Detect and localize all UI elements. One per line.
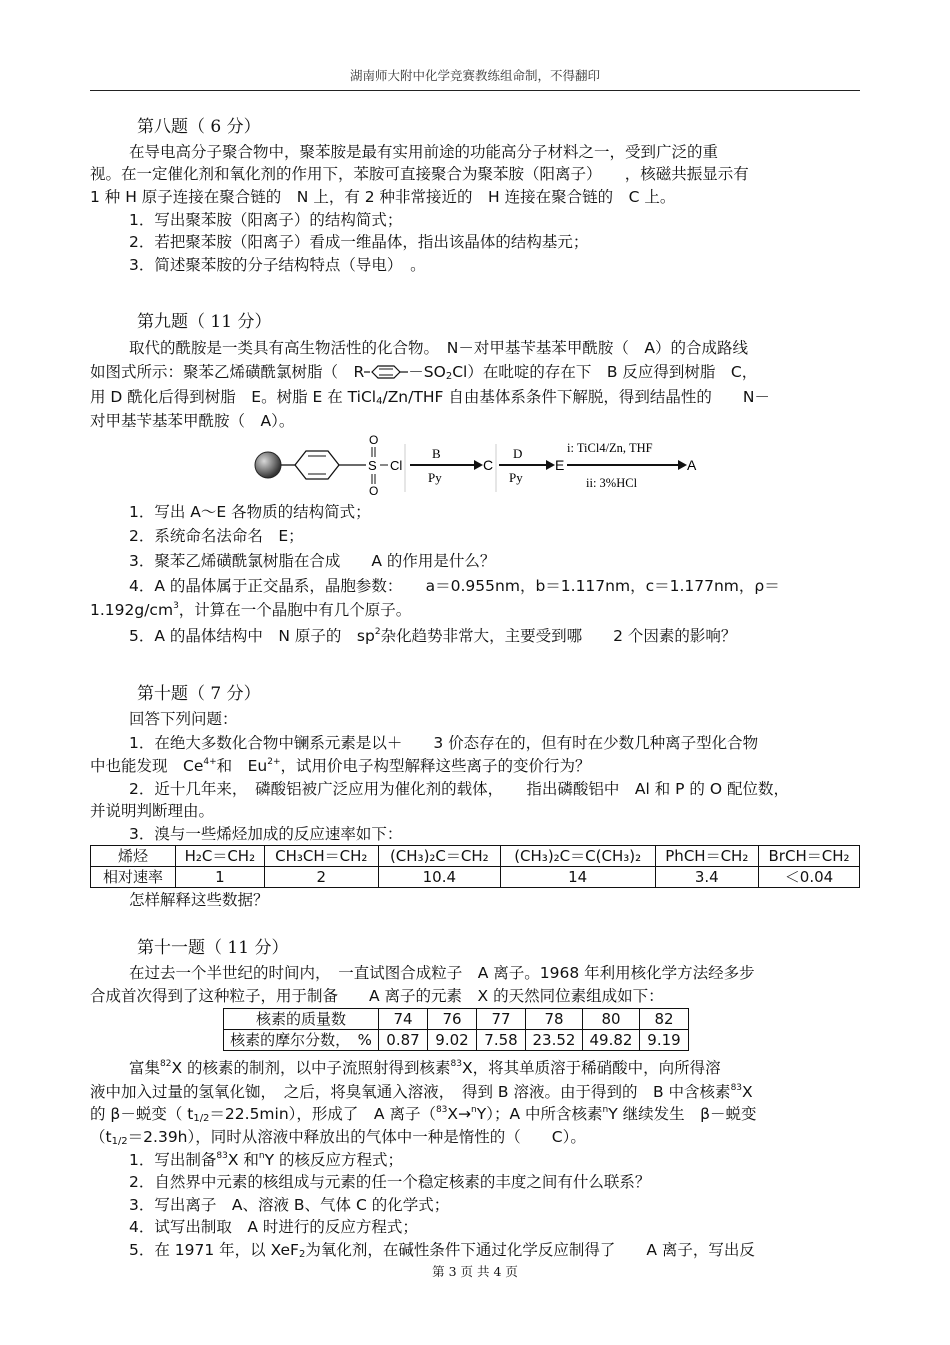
q10-title: 第十题（ 7 分） xyxy=(137,684,261,704)
arrow2-bottom-reagent: Py xyxy=(509,470,523,485)
scheme-o-bottom: O xyxy=(369,484,379,498)
table-cell: (CH₃)₂C＝C(CH₃)₂ xyxy=(500,846,655,867)
table-row xyxy=(224,1030,689,1051)
page-header: 湖南师大附中化学竞赛教练组命制，不得翻印 xyxy=(349,68,600,83)
scheme-o-top: O xyxy=(369,433,379,447)
alkene-rate-table xyxy=(90,845,860,888)
q9-question-5: 5．A 的晶体结构中 N 原子的 $sp^2$杂化趋势非常大，主要受到哪 2 个因素的影响？ xyxy=(129,627,737,645)
page-footer: 第 3 页 共 4 页 xyxy=(432,1264,518,1279)
table-cell: 14 xyxy=(500,867,655,888)
table-header-row xyxy=(91,846,860,867)
q8-question-3: 3．简述聚苯胺的分子结构特点（导电） 。 xyxy=(129,256,426,274)
q11-question-1: 1．写出制备$^{83}$X 和$^n$Y 的核反应方程式； xyxy=(129,1151,403,1169)
table-cell: 3.4 xyxy=(655,867,758,888)
table-cell: BrCH＝CH₂ xyxy=(759,846,860,867)
q11-line-1: 在过去一个半世纪的时间内， 一直试图合成粒子 A 离子。1968 年利用核化学方法经多步 xyxy=(129,964,755,982)
q11-question-2: 2．自然界中元素的核组成与元素的任一个稳定核素的丰度之间有什么联系？ xyxy=(129,1173,651,1191)
arrow3-bottom-reagent: ii: 3%HCl xyxy=(586,476,638,490)
table-cell: PhCH＝CH₂ xyxy=(655,846,758,867)
q11-line-6: $(t_{1/2}=2.39h)$，同时从溶液中释放出的气体中一种是惰性的（ C）。 xyxy=(90,1128,586,1147)
scheme-s: S xyxy=(368,458,377,473)
table-cell: 7.58 xyxy=(477,1030,526,1051)
q11-line-3: 富集$^{82}$X 的核素的制剂，以中子流照射得到核素$^{83}$X，将其单质溶于稀硝酸中，向所得溶 xyxy=(129,1059,721,1077)
table-cell: 相对速率 xyxy=(91,867,176,888)
table-cell: H₂C＝CH₂ xyxy=(176,846,265,867)
q11-line-4: 液中加入过量的氢氧化铷， 之后，将臭氧通入溶液， 得到 B 溶液。由于得到的 B 中含核素$^{83}$X xyxy=(90,1083,753,1101)
table-cell: 74 xyxy=(379,1009,428,1030)
q11-title: 第十一题（ 11 分） xyxy=(137,938,289,958)
q10-p1-cont: 中也能发现 $Ce^{4+}$和 $Eu^{2+}$，试用价电子构型解释这些离子的变价行为？ xyxy=(90,757,591,775)
benzene-ring-icon xyxy=(364,364,408,380)
scheme-c: C xyxy=(483,457,494,473)
q9-question-3: 3．聚苯乙烯磺酰氯树脂在合成 A 的作用是什么？ xyxy=(129,552,496,570)
q8-line-1: 在导电高分子聚合物中，聚苯胺是最有实用前途的功能高分子材料之一，受到广泛的重 xyxy=(129,143,719,161)
q11-line-5: 的 β－蜕变（ $t_{1/2}=22.5\min$），形成了 A 离子（$^{83}$X→$^n$Y）；A 中所含核素$^n$Y 继续发生 β－蜕变 xyxy=(90,1105,757,1124)
q9-question-4: 4．A 的晶体属于正交晶系，晶胞参数： a＝0.955nm，b＝1.117nm，c＝1.177nm，ρ＝ xyxy=(129,577,780,595)
q11-question-3: 3．写出离子 A、溶液 B、气体 C 的化学式； xyxy=(129,1196,450,1214)
table-cell: (CH₃)₂C＝CH₂ xyxy=(378,846,500,867)
table-cell: 核素的质量数 xyxy=(224,1009,379,1030)
table-row xyxy=(91,867,860,888)
table-cell: 10.4 xyxy=(378,867,500,888)
resin-bead-icon xyxy=(255,452,281,478)
table-cell: 2 xyxy=(264,867,378,888)
header-rule xyxy=(90,90,860,91)
table-cell: 9.19 xyxy=(640,1030,689,1051)
q10-after-table: 怎样解释这些数据？ xyxy=(129,891,269,909)
table-cell: 烯烃 xyxy=(91,846,176,867)
q11-question-4: 4．试写出制取 A 时进行的反应方程式； xyxy=(129,1218,418,1236)
table-cell: 82 xyxy=(640,1009,689,1030)
table-cell: ＜0.04 xyxy=(759,867,860,888)
q8-question-1: 1．写出聚苯胺（阳离子）的结构简式； xyxy=(129,211,403,229)
q9-line-2: 如图式所示：聚苯乙烯磺酰氯树脂（ $R -SO_2Cl$）在吡啶的存在下 B 反应得到树脂 C， xyxy=(90,363,758,382)
q8-line-3: 1 种 H 原子连接在聚合链的 N 上，有 2 种非常接近的 H 连接在聚合链的 C 上。 xyxy=(90,188,676,206)
q9-line-4: 对甲基苄基苯甲酰胺（ A）。 xyxy=(90,412,295,430)
table-cell: 49.82 xyxy=(583,1030,640,1051)
arrow1-bottom-reagent: Py xyxy=(428,470,442,485)
table-cell: 0.87 xyxy=(379,1030,428,1051)
q10-p1: 1．在绝大多数化合物中镧系元素是以＋ 3 价态存在的，但有时在少数几种离子型化合物 xyxy=(129,734,759,752)
q8-question-2: 2．若把聚苯胺（阳离子）看成一维晶体，指出该晶体的结构基元； xyxy=(129,233,589,251)
q10-intro: 回答下列问题： xyxy=(129,710,238,728)
q9-question-2: 2．系统命名法命名 E； xyxy=(129,527,304,545)
table-cell: 80 xyxy=(583,1009,640,1030)
arrow3-top-reagent: i: TiCl4/Zn, THF xyxy=(567,441,653,455)
q9-question-4-cont: $1.192g/cm^3$，计算在一个晶胞中有几个原子。 xyxy=(90,601,412,619)
table-cell: 9.02 xyxy=(428,1030,477,1051)
scheme-cl: Cl xyxy=(390,458,403,473)
scheme-e: E xyxy=(555,457,565,473)
q11-question-5: 5．在 1971 年，以 XeF$_2$为氧化剂，在碱性条件下通过化学反应制得了 A 离子，写出反 xyxy=(129,1241,755,1260)
q8-line-2: 视。在一定催化剂和氧化剂的作用下，苯胺可直接聚合为聚苯胺（阳离子） ，核磁共振显示有 xyxy=(90,165,749,183)
q9-question-1: 1．写出 A～E 各物质的结构简式； xyxy=(129,503,371,521)
q11-line-2: 合成首次得到了这种粒子，用于制备 A 离子的元素 X 的天然同位素组成如下： xyxy=(90,987,664,1005)
table-cell: 23.52 xyxy=(526,1030,583,1051)
q9-line-3: 用 D 酰化后得到树脂 E。树脂 E 在 TiCl$_4$/Zn/THF 自由基体系条件下解脱，得到结晶性的 N－ xyxy=(90,388,770,407)
q9-line-1: 取代的酰胺是一类具有高生物活性的化合物。 N－对甲基苄基苯甲酰胺（ A）的合成路线 xyxy=(129,339,748,357)
table-cell: 1 xyxy=(176,867,265,888)
table-cell: 76 xyxy=(428,1009,477,1030)
q9-title: 第九题（ 11 分） xyxy=(137,312,272,332)
table-cell: 77 xyxy=(477,1009,526,1030)
table-cell: CH₃CH＝CH₂ xyxy=(264,846,378,867)
synthesis-scheme xyxy=(250,432,700,498)
arrow2-top-reagent: D xyxy=(513,446,523,461)
arrow1-top-reagent: B xyxy=(432,446,441,461)
scheme-a: A xyxy=(687,457,697,473)
table-row xyxy=(224,1009,689,1030)
q10-p2-cont: 并说明判断理由。 xyxy=(90,802,215,820)
table-cell: 78 xyxy=(526,1009,583,1030)
table-cell: 核素的摩尔分数， % xyxy=(224,1030,379,1051)
scheme-benzene-ring xyxy=(295,451,339,479)
q8-title: 第八题（ 6 分） xyxy=(137,117,261,137)
q10-p3: 3．溴与一些烯烃加成的反应速率如下： xyxy=(129,825,403,843)
q10-p2: 2．近十几年来， 磷酸铝被广泛应用为催化剂的载体， 指出磷酸铝中 Al 和 P 的 O 配位数， xyxy=(129,780,789,798)
isotope-table xyxy=(223,1008,689,1051)
